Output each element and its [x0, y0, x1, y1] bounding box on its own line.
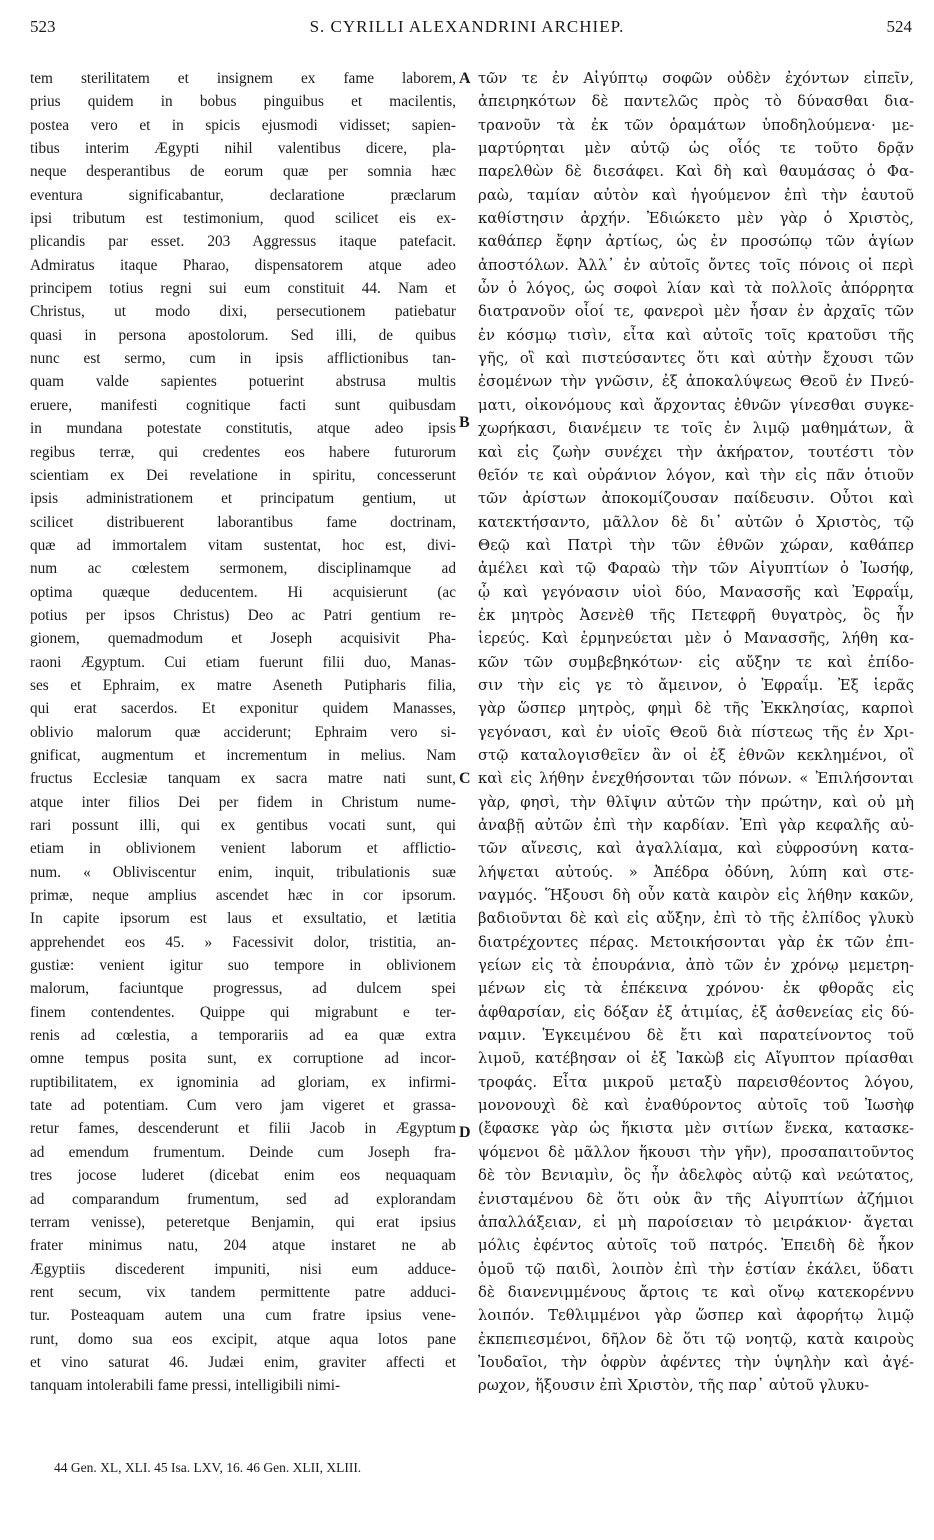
greek-text-line: ματι, οἰκονόμους καὶ ἄρχοντας ἐθνῶν γίνεσθαι συγκε-	[478, 396, 914, 414]
greek-text-line: ἐσομένων τὴν γνῶσιν, ἐξ ἀποκαλύψεως Θεοῦ ἐν Πνεύ-	[478, 373, 914, 391]
latin-text-line: tem sterilitatem et insignem ex fame laborem,	[30, 70, 456, 87]
latin-text-line: eruere, manifesti cognitique facti sunt quibusdam	[30, 396, 456, 414]
latin-text-line: nunc est sermo, cum in ipsis afflictionibus tan-	[30, 350, 456, 368]
greek-text-line: καθάπερ ἔφην ἀρτίως, ὡς ἐν προσώπῳ τῶν ἁγίων	[478, 233, 914, 251]
greek-text-line: γῆς, οἳ καὶ πιστεύσαντες ὅτι καὶ αὐτὴν ἔχουσι τῶν	[478, 350, 914, 368]
greek-text-line: μένων εἰς τὰ ἐπέκεινα χρόνου· ἐκ φθορᾶς εἰς	[478, 980, 914, 998]
latin-text-line: scientiam ex Dei revelatione in spiritu, concesserunt	[30, 466, 456, 484]
latin-text-line: omne tempus posita sunt, ex corruptione ad incor-	[30, 1050, 456, 1068]
latin-text-line: potius per ipsos Christus) Deo ac Patri gentium re-	[30, 606, 456, 624]
margin-letter-a: A	[459, 70, 471, 87]
margin-letter-d: D	[459, 1124, 471, 1141]
greek-text-line: ᾧ καὶ γεγόνασιν υἱοὶ δύο, Μανασσῆς καὶ Ἐφραΐμ,	[478, 583, 914, 601]
greek-text-line: τῶν αἴνεσις, καὶ ἀγαλλίαμα, καὶ εὐφροσύνη κατα-	[478, 840, 914, 858]
greek-text-line: ρωχον, ἥξουσιν ἐπὶ Χριστὸν, τῆς παρ᾽ αὐτοῦ γλυκυ-	[478, 1377, 870, 1395]
latin-text-line: ad comparandum frumentum, sed ad explorandam	[30, 1190, 456, 1208]
latin-text-line: eventura significabantur, declaratione præclarum	[30, 186, 456, 204]
greek-text-line: τροφάς. Εἶτα μικροῦ μεταξὺ παρεισθέοντος λόγου,	[478, 1073, 914, 1091]
page-number-left: 523	[30, 17, 56, 36]
greek-text-line: κατεκτήσαντο, μᾶλλον δὲ δι᾽ αὐτῶν ὁ Χριστὸς, τῷ	[478, 513, 914, 531]
greek-text-line: ὁμοῦ τῷ παιδὶ, λοιπὸν ἐπὶ τὴν ἑστίαν ἐκάλει, ὕδατι	[478, 1260, 914, 1278]
margin-letter-b: B	[459, 414, 470, 431]
latin-text-line: retur fames, descenderunt et filii Jacob in Ægyptum	[30, 1120, 456, 1138]
latin-text-line: quasi in persona apostolorum. Sed illi, de quibus	[30, 326, 456, 344]
latin-text-line: gustiæ: venient igitur suo tempore in oblivionem	[30, 957, 456, 975]
latin-text-line: quam valde sapientes potuerint abstrusa multis	[30, 373, 456, 391]
footnotes: 44 Gen. XL, XLI. 45 Isa. LXV, 16. 46 Gen. XLII, XLIII.	[54, 1460, 362, 1475]
latin-text-line: Ægyptiis discederent impuniti, nisi eum adduce-	[30, 1260, 456, 1278]
margin-letter-c: C	[459, 770, 471, 787]
latin-text-line: In capite ipsorum est laus et exsultatio, et lætitia	[30, 910, 456, 928]
latin-text-line: gnificat, augmentum et incrementum in melius. Nam	[30, 746, 456, 764]
greek-text-line: (ἔφασκε γὰρ ὡς ἥκιστα μὲν σιτίων ἕνεκα, κατασκε-	[478, 1120, 914, 1138]
latin-text-line: et vino saturat 46. Judæi enim, graviter affecti et	[30, 1353, 456, 1371]
greek-text-line: παρελθὼν δὲ διεσάφει. Καὶ δὴ καὶ θαυμάσας ὁ Φα-	[478, 163, 914, 181]
greek-text-line: δὲ τὸν Βενιαμὶν, ὃς ἦν ἀδελφὸς αὐτῷ καὶ νεώτατος,	[478, 1167, 914, 1185]
greek-text-line: ἐκ μητρὸς Ἀσενὲθ τῆς Πετεφρῆ θυγατρὸς, ὃς ἦν	[478, 606, 914, 624]
latin-text-line: terram venisse), peteretque Benjamin, qui erat ipsius	[30, 1213, 456, 1231]
greek-text-line: χωρήκασι, διανέμειν τε τοῖς ἐν λιμῷ μαθημάτων, ἃ	[478, 420, 914, 438]
latin-text-line: prius quidem in bobus pinguibus et macilentis,	[30, 93, 456, 111]
latin-text-line: tanquam intolerabili fame pressi, intelligibili nimi-	[30, 1377, 341, 1395]
greek-text-line: τρανοῦν τὰ ἐκ τῶν ὁραμάτων ὑποδηλούμενα· με-	[478, 116, 914, 134]
greek-text-line: βαδιοῦνται δὲ καὶ εἰς αὔξην, ἐπὶ τὸ τῆς ἐλπίδος γλυκὺ	[478, 910, 914, 928]
latin-text-line: tate ad potentiam. Cum vero jam vigeret et grassa-	[30, 1097, 456, 1115]
greek-text-line: γὰρ, φησὶ, τὴν θλῖψιν αὐτῶν τὴν πρώτην, καὶ οὐ μὴ	[478, 793, 914, 811]
greek-text-line: διατρανοῦν οἷοί τε, φανεροὶ μὲν ἦσαν ἐν ἀρχαῖς τῶν	[478, 303, 914, 321]
greek-text-line: δὲ διανενιμμένους ἄρτοις τε καὶ οἴνῳ κατεκορέννυ	[478, 1283, 914, 1301]
latin-text-line: primæ, neque amplius ascendet hæc in cor ipsorum.	[30, 887, 456, 905]
greek-text-line: ἀφθαρσίαν, εἰς δόξαν ἐξ ἀτιμίας, ἐξ ἀσθενείας εἰς δύ-	[478, 1003, 914, 1021]
greek-text-line: διατρέχοντες πέρας. Μετοικήσονται γὰρ ἐκ τῶν ἐπι-	[478, 933, 914, 951]
greek-text-line: κῶν τῶν συμβεβηκότων· εἰς αὔξην τε καὶ ἐπίδο-	[478, 653, 914, 671]
greek-text-line: σιν τὴν εἰς γε τὸ ἄμεινον, ὁ Ἐφραΐμ. Ἐξ ἱερᾶς	[478, 676, 914, 694]
greek-text-line: ἀπειρηκότων δὲ παντελῶς πρὸς τὸ δύνασθαι δια-	[478, 93, 914, 111]
latin-text-line: optima quæque deducentem. Hi acquisierunt (ac	[30, 583, 456, 601]
latin-text-line: Admiratus itaque Pharao, dispensatorem atque adeo	[30, 256, 456, 274]
greek-text-line: ἀναβῇ αὐτῶν ἐπὶ τὴν καρδίαν. Ἐπὶ γὰρ κεφαλῆς αὐ-	[478, 817, 914, 834]
latin-text-line: atque inter filios Dei per fidem in Christum nume-	[30, 793, 456, 811]
latin-text-line: scilicet distribuerent laborantibus fame doctrinam,	[30, 513, 456, 531]
greek-text-line: γείων εἰς τὰ ἐπουράνια, ἀπὸ τῶν ἐν χρόνῳ μεμετρη-	[478, 957, 914, 975]
latin-text-line: frater minimus natu, 204 atque instaret ne ab	[30, 1237, 456, 1255]
latin-text-line: Christus, ut modo dixi, persecutionem patiebatur	[30, 303, 456, 321]
page-number-right: 524	[886, 17, 912, 36]
greek-text-line: ἱερεύς. Καὶ ἑρμηνεύεται μὲν ὁ Μανασσῆς, λήθη κα-	[478, 630, 914, 648]
greek-text-line: ναγμός. Ἥξουσι δὴ οὖν κατὰ καιρὸν εἰς λήθην κακῶν,	[478, 887, 914, 905]
latin-text-line: principem totius regni sui eum constituit 44. Nam et	[30, 280, 456, 298]
latin-text-line: runt, domo sua eos excipit, atque aqua lotos pane	[30, 1330, 456, 1348]
latin-text-line: raoni Ægyptum. Cui etiam fuerunt filii duo, Manas-	[30, 653, 456, 671]
latin-text-line: etiam in oblivionem venient laborum et afflictio-	[30, 840, 456, 858]
greek-text-line: μόλις ἐφέντος αὐτοῖς τοῦ πατρός. Ἐπειδὴ δὲ ἧκον	[478, 1237, 914, 1255]
latin-text-line: tibus interim Ægypti nihil valentibus dicere, pla-	[30, 140, 456, 158]
latin-text-line: oblivio malorum quæ acciderunt; Ephraim vero si-	[30, 723, 456, 741]
greek-text-line: ὧν ὁ λόγος, ὡς σοφοὶ λίαν καὶ τὰ πολλοῖς ἀπόρρητα	[478, 280, 914, 298]
running-title: S. CYRILLI ALEXANDRINI ARCHIEP.	[309, 17, 625, 36]
greek-text-line: τῶν τε ἐν Αἰγύπτῳ σοφῶν οὐδὲν ἐχόντων εἰπεῖν,	[478, 70, 914, 87]
latin-text-line: fructus Ecclesiæ tanquam ex sacra matre nati sunt,	[30, 770, 456, 788]
latin-text-line: ruptibilitatem, ex ignominia ad gloriam, ex infirmi-	[30, 1073, 456, 1091]
greek-text-line: μονονουχὶ δὲ καὶ ἐναθύροντος αὐτοῖς τοῦ Ἰωσὴφ	[478, 1097, 914, 1115]
latin-text-line: ad emendum frumentum. Deinde cum Joseph fra-	[30, 1143, 456, 1161]
latin-text-line: qui erat sacerdos. Et exponitur quidem Manasses,	[30, 700, 456, 718]
greek-text-line: ἀποστόλων. Ἀλλ᾽ ἐν αὐτοῖς ὄντες τοῖς πόνοις οἱ περὶ	[478, 256, 914, 274]
greek-text-line: ἀμέλει καὶ τῷ Φαραὼ τὴν τῶν Αἰγυπτίων ὁ Ἰωσήφ,	[478, 560, 914, 578]
greek-text-line: καὶ εἰς ζωὴν συνέχει τὴν ἀκήρατον, τουτέστι τὸν	[478, 443, 914, 461]
greek-text-line: ραὼ, ταμίαν αὐτὸν καὶ ἡγούμενον ἐπὶ τὴν ἑαυτοῦ	[478, 186, 914, 204]
latin-text-line: neque desperantibus de eorum quæ per somnia hæc	[30, 163, 456, 181]
greek-text-line: λοιπόν. Τεθλιμμένοι γὰρ ὥσπερ καὶ ἀφορήτῳ λιμῷ	[478, 1307, 914, 1325]
greek-text-line: ἐν κόσμῳ τισὶν, εἶτα καὶ αὐτοῖς τοῖς κρατοῦσι τῆς	[478, 326, 914, 344]
latin-text-line: postea vero et in spicis ejusmodi vidisset; sapien-	[30, 116, 456, 134]
latin-text-line: rari possunt illi, qui ex gentibus vocati sunt, qui	[30, 817, 456, 834]
latin-text-line: gionem, quemadmodum et Joseph acquisivit Pha-	[30, 630, 456, 648]
latin-text-line: malorum, faciuntque progressus, ad dulcem spei	[30, 980, 456, 998]
greek-text-line: λήψεται αὐτούς. » Ἀπέδρα ὀδύνη, λύπη καὶ στε-	[478, 863, 914, 881]
latin-text-line: num ac cœlestem sermonem, disciplinamque ad	[30, 560, 456, 578]
latin-text-line: num. « Obliviscentur enim, inquit, tribulationis suæ	[30, 863, 456, 881]
latin-text-line: finem contendentes. Quippe qui migrabunt e ter-	[30, 1003, 456, 1021]
greek-text-line: ἐκπεπιεσμένοι, δῆλον δὲ ὅτι τῷ νοητῷ, κατὰ καιροὺς	[478, 1330, 914, 1348]
greek-text-line: καθίστησιν ἀρχήν. Ἐδιώκετο μὲν γὰρ ὁ Χριστὸς,	[478, 210, 914, 228]
greek-text-line: στῷ καταλογισθεῖεν ἂν οἱ ἐξ ἐθνῶν κεκλημένοι, οἳ	[478, 746, 914, 764]
greek-text-line: τῶν ἀρίστων ἀποκομίζουσαν παίδευσιν. Οὗτοι καὶ	[478, 490, 914, 508]
greek-text-line: ναμιν. Ἐγκειμένου δὲ ἔτι καὶ παρατείνοντος τοῦ	[478, 1027, 914, 1045]
latin-text-line: ses et Ephraim, ex matre Aseneth Putipharis filia,	[30, 676, 456, 694]
greek-text-line: ἀπαλλάξειαν, εἰ μὴ παροίσειαν τὸ μειράκιον· ἄγεται	[478, 1213, 914, 1231]
latin-text-line: plicandis par esset. 203 Aggressus itaque patefacit.	[30, 233, 456, 251]
latin-text-line: rent secum, vix tandem permittente patre adduci-	[30, 1283, 456, 1301]
latin-text-line: ipsis administrationem et principatum gentium, ut	[30, 490, 456, 508]
greek-text-line: μαρτύρηται μὲν αὐτῷ ὡς οἷός τε τοῦτο δρᾷν	[478, 140, 914, 158]
greek-text-line: λιμοῦ, κατέβησαν οἱ ἐξ Ἰακὼβ εἰς Αἴγυπτον πρίασθαι	[478, 1050, 914, 1068]
greek-text-line: Θεῷ καὶ Πατρὶ τὴν τῶν ἐθνῶν χώραν, καθάπερ	[478, 536, 914, 554]
latin-text-line: quæ ad immortalem vitam sustentat, hoc est, divi-	[30, 536, 456, 554]
latin-text-line: tres jocose luderet (dicebat enim eos nequaquam	[30, 1167, 456, 1185]
greek-text-line: Ἰουδαῖοι, τὴν ὀφρὺν ἀφέντες τὴν ὑψηλὴν καὶ ἀγέ-	[478, 1353, 914, 1371]
greek-text-line: θεῖόν τε καὶ οὐράνιον λόγον, καὶ τὴν εἰς πᾶν ὁτιοῦν	[478, 466, 914, 484]
greek-text-line: ψόμενοι δὲ μᾶλλον ἥκουσι τὴν γῆν), προσαπαιτοῦντος	[478, 1143, 914, 1161]
latin-text-line: in mundana potestate constitutis, atque adeo ipsis	[30, 420, 456, 438]
latin-column	[30, 67, 456, 1398]
greek-text-line: καὶ εἰς λήθην ἐνεχθήσονται τῶν πόνων. « Ἐπιλήσονται	[478, 770, 914, 788]
latin-text-line: tur. Posteaquam autem una cum fratre ipsius vene-	[30, 1307, 456, 1325]
greek-column	[478, 67, 914, 1398]
greek-text-line: γεγόνασι, καὶ ἐν υἱοῖς Θεοῦ διὰ πίστεως τῆς ἐν Χρι-	[478, 723, 914, 741]
latin-text-line: apprehendet eos 45. » Facessivit dolor, tristitia, an-	[30, 933, 456, 951]
latin-text-line: regibus terræ, qui credentes eos habere futurorum	[30, 443, 456, 461]
greek-text-line: γὰρ ὥσπερ μητρὸς, φημὶ δὲ τῆς Ἐκκλησίας, καρποὶ	[478, 700, 914, 718]
latin-text-line: ipsi tributum est testimonium, quod scilicet eis ex-	[30, 210, 456, 228]
latin-text-line: renis ad cœlestia, a temporariis ad ea quæ extra	[30, 1027, 456, 1045]
greek-text-line: ἐνισταμένου δὲ ὅτι οὐκ ἂν τῆς Αἰγυπτίων ἀζήμιοι	[478, 1190, 914, 1208]
